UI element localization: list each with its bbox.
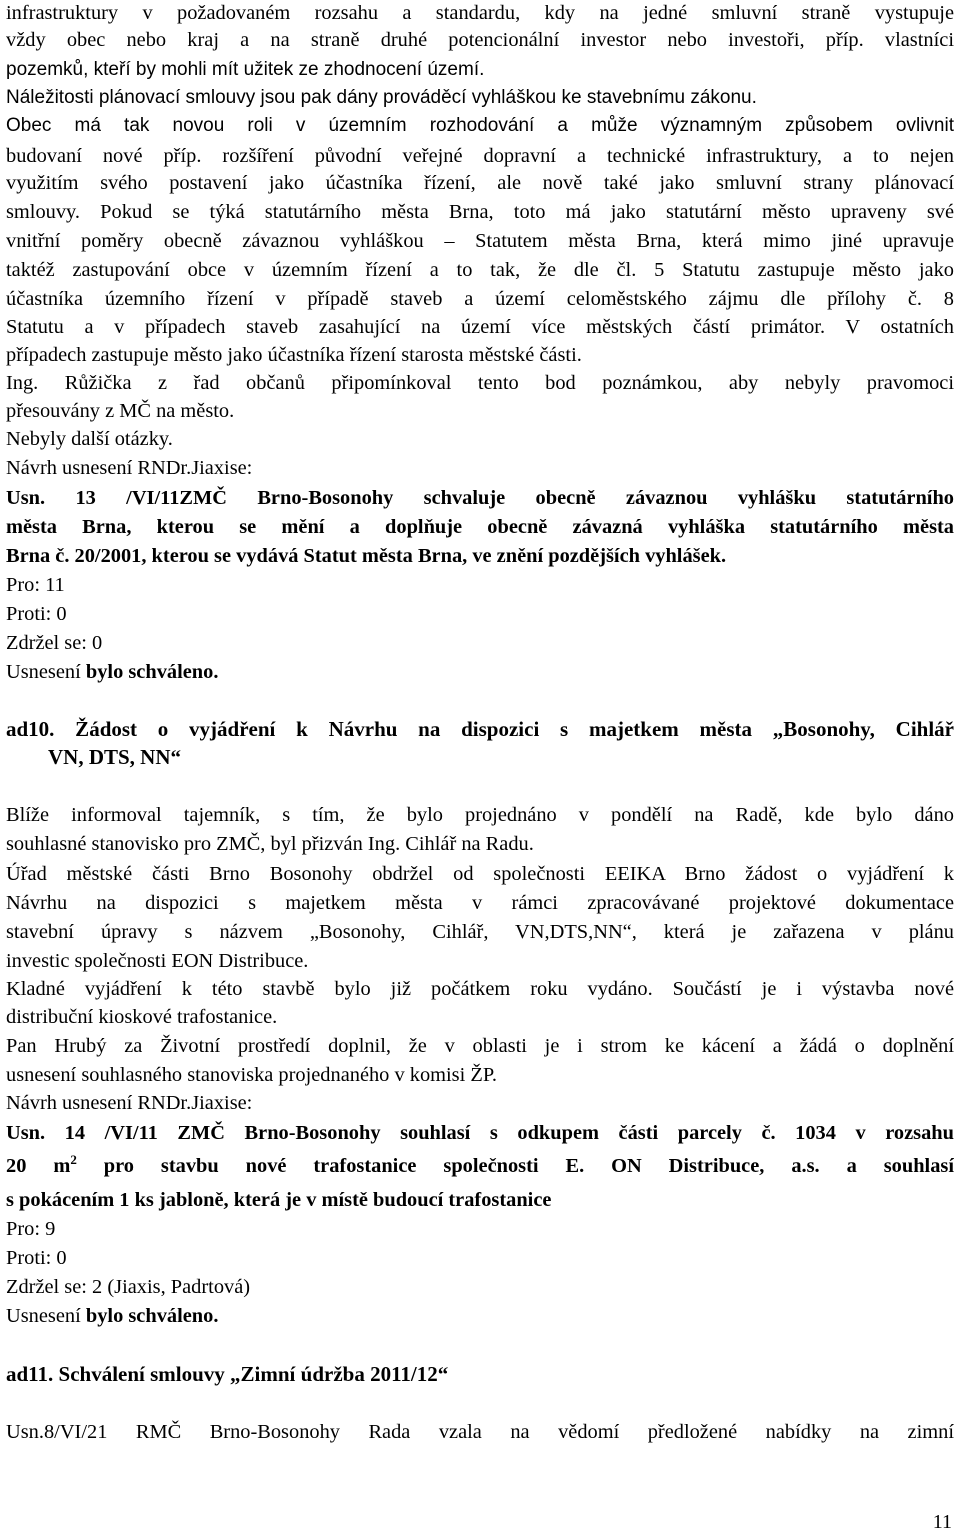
- resolution-text: Usn. 14 /VI/11 ZMČ Brno-Bosonohy souhlasí s odkupem části parcely č. 1034 v rozsahu: [6, 1122, 954, 1144]
- resolution-text: s pokácením 1 ks jabloně, která je v místě budoucí trafostanice: [6, 1189, 552, 1211]
- text-line: pozemků, kteří by mohli mít užitek ze zhodnocení území.: [6, 59, 485, 80]
- text-line: využitím svého postavení jako účastníka řízení, ale nově také jako smluvní strany plánovací: [6, 172, 954, 194]
- text-line: infrastruktury v požadovaném rozsahu a standardu, kdy na jedné smluvní straně vystupuje: [6, 2, 954, 24]
- page-number: 11: [932, 1511, 952, 1533]
- resolution-text: Brna č. 20/2001, kterou se vydává Statut města Brna, ve znění pozdějších vyhlášek.: [6, 545, 727, 567]
- text-line: investic společnosti EON Distribuce.: [6, 950, 309, 972]
- vote-against: Proti: 0: [6, 1247, 67, 1269]
- text-line: Usn.8/VI/21 RMČ Brno-Bosonohy Rada vzala na vědomí předložené nabídky na zimní: [6, 1421, 954, 1443]
- resolution-text: města Brna, kterou se mění a doplňuje obecně závazná vyhláška statutárního města: [6, 516, 954, 538]
- text-line: případech zastupuje město jako účastníka řízení starosta městské části.: [6, 344, 582, 366]
- resolution-result: Usnesení bylo schváleno.: [6, 1305, 219, 1327]
- text-line: stavební úpravy s názvem „Bosonohy, Cihlář, VN,DTS,NN“, která je zařazena v plánu: [6, 921, 954, 943]
- text-line: Nebyly další otázky.: [6, 428, 173, 450]
- text-line: Pan Hrubý za Životní prostředí doplnil, že v oblasti je i strom ke kácení a žádá o doplnění: [6, 1035, 954, 1057]
- text-line: Ing. Růžička z řad občanů připomínkoval tento bod poznámkou, aby nebyly pravomoci: [6, 372, 954, 394]
- text-line: Návrh usnesení RNDr.Jiaxise:: [6, 1092, 253, 1114]
- text-line: usnesení souhlasného stanoviska projednaného v komisi ŽP.: [6, 1064, 498, 1086]
- text-line: distribuční kioskové trafostanice.: [6, 1006, 278, 1028]
- text-line: smlouvy. Pokud se týká statutárního města Brna, toto má jako statutární město upraveny své: [6, 201, 954, 223]
- text-line: Statutu a v případech staveb zasahující na území více městských částí primátor. V ostatních: [6, 316, 954, 338]
- text-line: Obec má tak novou roli v územním rozhodování a může významným způsobem ovlivnit: [6, 115, 954, 136]
- vote-for: Pro: 11: [6, 574, 65, 596]
- text-line: účastníka územního řízení v případě staveb a území celoměstského zájmu dle přílohy č. 8: [6, 288, 954, 310]
- resolution-result: Usnesení bylo schváleno.: [6, 661, 219, 683]
- text-line: Kladné vyjádření k této stavbě bylo již počátkem roku vydáno. Součástí je i výstavba nové: [6, 978, 954, 1000]
- text-line: taktéž zastupování obce v územním řízení a to tak, že dle čl. 5 Statutu zastupuje město jako: [6, 259, 954, 281]
- text-line: vždy obec nebo kraj a na straně druhé potencionální investor nebo investoři, příp. vlastníci: [6, 29, 954, 51]
- text-line: Blíže informoval tajemník, s tím, že bylo projednáno v pondělí na Radě, kde bylo dáno: [6, 804, 954, 826]
- text-line: přesouvány z MČ na město.: [6, 400, 235, 422]
- vote-against: Proti: 0: [6, 603, 67, 625]
- text-line: souhlasné stanovisko pro ZMČ, byl přizván Ing. Cihlář na Radu.: [6, 833, 534, 855]
- text-line: vnitřní poměry obecně závaznou vyhláškou – Statutem města Brna, která mimo jiné upravuje: [6, 230, 954, 252]
- text-line: budovaní nové příp. rozšíření původní veřejné dopravní a technické infrastruktury, a to nejen: [6, 145, 954, 167]
- vote-for: Pro: 9: [6, 1218, 56, 1240]
- text-line: Náležitosti plánovací smlouvy jsou pak dány prováděcí vyhláškou ke stavebnímu zákonu.: [6, 87, 757, 108]
- agenda-heading: ad11. Schválení smlouvy „Zimní údržba 2011/12“: [6, 1362, 449, 1386]
- agenda-heading: VN, DTS, NN“: [48, 745, 182, 769]
- vote-abstain: Zdržel se: 0: [6, 632, 103, 654]
- text-line: Úřad městské části Brno Bosonohy obdržel od společnosti EEIKA Brno žádost o vyjádření k: [6, 863, 954, 885]
- text-line: Návrh usnesení RNDr.Jiaxise:: [6, 457, 253, 479]
- agenda-heading: ad10. Žádost o vyjádření k Návrhu na dispozici s majetkem města „Bosonohy, Cihlář: [6, 717, 954, 741]
- text-line: Návrhu na dispozici s majetkem města v rámci zpracovávané projektové dokumentace: [6, 892, 954, 914]
- vote-abstain: Zdržel se: 2 (Jiaxis, Padrtová): [6, 1276, 251, 1298]
- resolution-text: Usn. 13 /VI/11ZMČ Brno-Bosonohy schvaluje obecně závaznou vyhlášku statutárního: [6, 487, 954, 509]
- resolution-text: 20 $m^2$ pro stavbu nové trafostanice společnosti E. ON Distribuce, a.s. a souhlasí: [6, 1153, 954, 1177]
